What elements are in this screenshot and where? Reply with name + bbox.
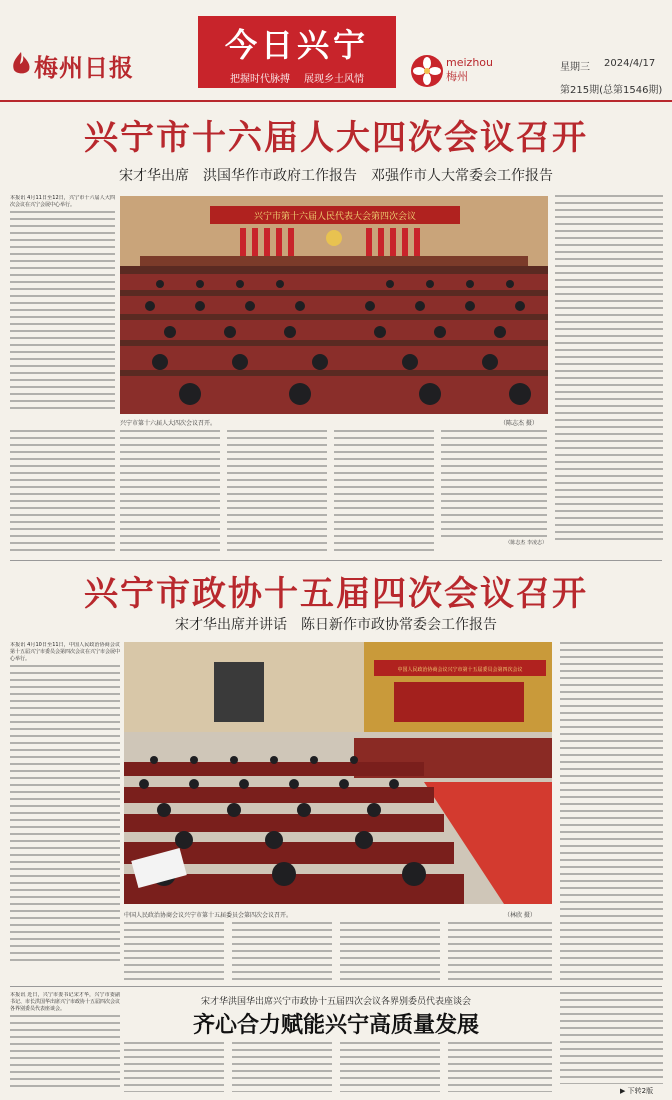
masthead xyxy=(0,0,672,102)
article3-jump-text: 下转2版 xyxy=(627,1087,654,1095)
text-lines xyxy=(448,922,552,980)
article2-subhead-2: 陈日新作市政协常委会工作报告 xyxy=(301,617,497,633)
article3-headline: 齐心合力赋能兴宁高质量发展 xyxy=(192,1012,479,1038)
article1-headline: 兴宁市十六届人大四次会议召开 xyxy=(84,118,588,158)
article1-column-5 xyxy=(441,430,547,555)
text-lines xyxy=(10,665,120,965)
article2-subhead xyxy=(10,614,662,634)
article2-dateline: 本报讯 4月10日至11日，中国人民政治协商会议第十五届兴宁市委员会第四次会议在兴宁市会展中心举行。 xyxy=(10,642,120,662)
article1-column-2 xyxy=(120,430,220,555)
weekday: 星期三 xyxy=(560,62,590,73)
article3-column-5 xyxy=(448,1042,552,1092)
brand-text xyxy=(446,56,493,84)
brand-cn: 梅州 xyxy=(446,70,468,83)
text-lines xyxy=(232,1042,332,1092)
text-lines xyxy=(232,922,332,980)
text-lines xyxy=(334,430,434,555)
article2-column-4 xyxy=(340,922,440,980)
article3-column-4 xyxy=(340,1042,440,1092)
article2-photo-credit: （林欣 摄） xyxy=(504,912,536,919)
article3-column-2 xyxy=(124,1042,224,1092)
article1-dateline: 本报讯 4月11日至12日，兴宁市十六届人大四次会议在兴宁会展中心举行。 xyxy=(10,195,115,208)
article1-photo-caption: 兴宁市第十六届人大四次会议召开。 xyxy=(120,420,217,427)
article1-column-1b xyxy=(10,430,115,555)
article1-subhead-1: 宋才华出席 xyxy=(119,168,189,184)
article2-headline: 兴宁市政协十五届四次会议召开 xyxy=(84,574,588,614)
article3-jump: ▶ 下转2版 xyxy=(620,1087,654,1095)
text-lines xyxy=(124,922,224,980)
article3-kicker: 宋才华洪国华出席兴宁市政协十五届四次会议各界别委员代表座谈会 xyxy=(200,997,471,1007)
section-title: 今日兴宁 xyxy=(224,26,369,64)
article2-column-5 xyxy=(448,922,552,980)
article2-column-2 xyxy=(124,922,224,980)
text-lines xyxy=(560,642,663,980)
text-lines xyxy=(448,1042,552,1092)
article2-column-1 xyxy=(10,642,120,980)
article1-photo-credit: （陈志杰 摄） xyxy=(500,420,538,427)
text-lines xyxy=(10,211,115,411)
article1-authors: （陈志杰 李凌志） xyxy=(505,540,547,546)
section-banner xyxy=(198,16,396,88)
article1-subhead-2: 洪国华作市政府工作报告 xyxy=(203,168,357,184)
article1-column-3 xyxy=(227,430,327,555)
article3-column-right xyxy=(560,992,663,1084)
photo1-banner-text: 兴宁市第十六届人民代表大会第四次会议 xyxy=(253,212,417,222)
article3-dateline: 本报讯 近日，兴宁市委书记宋才华，兴宁市委副书记、市长洪国华出席兴宁市政协十五届四次会议各界别委员代表座谈会。 xyxy=(10,992,120,1012)
article1-column-4 xyxy=(334,430,434,555)
article1-subhead-3: 邓强作市人大常委会工作报告 xyxy=(371,168,553,184)
section-divider xyxy=(10,986,662,987)
text-lines xyxy=(120,430,220,555)
text-lines xyxy=(10,1015,120,1092)
article1-photo xyxy=(120,196,548,414)
date: 2024/4/17 xyxy=(604,58,656,69)
flame-logo-icon xyxy=(10,50,32,76)
article3-column-3 xyxy=(232,1042,332,1092)
article2-subhead-1: 宋才华出席并讲话 xyxy=(175,617,287,633)
text-lines xyxy=(340,922,440,980)
article2-column-right xyxy=(560,642,663,980)
article1-subhead xyxy=(10,165,662,185)
photo2-banner-text: 中国人民政治协商会议兴宁市第十五届委员会第四次会议 xyxy=(397,667,523,673)
newspaper-logo: 梅州日报 xyxy=(34,53,134,82)
flower-emblem-icon xyxy=(410,54,444,88)
text-lines xyxy=(560,992,663,1084)
issue-number: 第215期(总第1546期) xyxy=(560,85,663,96)
article2-photo-caption: 中国人民政治协商会议兴宁市第十五届委员会第四次会议召开。 xyxy=(124,912,293,919)
section-divider xyxy=(10,560,662,561)
slogan-2: 展现乡土风情 xyxy=(304,74,364,85)
article2-photo xyxy=(124,642,552,904)
text-lines xyxy=(10,430,115,555)
brand-latin: meizhou xyxy=(446,56,493,69)
text-lines xyxy=(227,430,327,555)
article3-column-1 xyxy=(10,992,120,1092)
slogan-1: 把握时代脉搏 xyxy=(230,74,290,85)
text-lines xyxy=(124,1042,224,1092)
banner-slogans xyxy=(198,70,396,85)
text-lines xyxy=(340,1042,440,1092)
text-lines xyxy=(555,195,663,545)
issue-meta xyxy=(560,58,662,104)
text-lines xyxy=(441,430,547,540)
article1-column-right xyxy=(555,195,663,555)
article2-column-3 xyxy=(232,922,332,980)
article1-column-1 xyxy=(10,195,115,425)
